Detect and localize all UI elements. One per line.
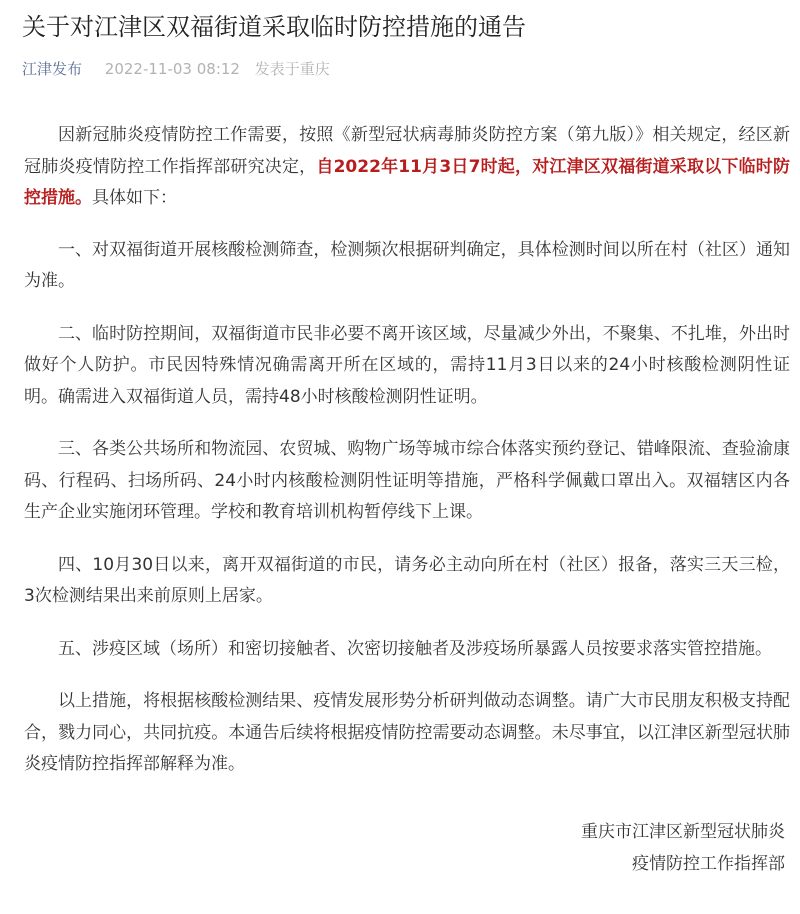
closing-paragraph: 以上措施，将根据核酸检测结果、疫情发展形势分析研判做动态调整。请广大市民朋友积极支持配合，戮力同心，共同抗疫。本通告后续将根据疫情防控需要动态调整。未尽事宜，以江津区新型冠状肺炎疫情防控指挥部解释为准。 (24, 691, 790, 774)
intro-paragraph (24, 120, 790, 215)
measure-item-5: 五、涉疫区域（场所）和密切接触者、次密切接触者及涉疫场所暴露人员按要求落实管控措施。 (58, 638, 772, 659)
publish-location: 发表于重庆 (254, 60, 330, 78)
signature-line-2: 疫情防控工作指挥部 (632, 854, 785, 874)
publish-time: 2022-11-03 08:12 (104, 60, 240, 78)
account-name-link[interactable]: 江津发布 (22, 60, 83, 78)
measure-item-2: 二、临时防控期间，双福街道市民非必要不离开该区域，尽量减少外出，不聚集、不扎堆，外出时做好个人防护。市民因特殊情况确需离开所在区域的，需持11月3日以来的24小时核酸检测阴性证明。确需进入双福街道人员，需持48小时核酸检测阴性证明。 (24, 323, 790, 407)
article-meta (22, 58, 330, 80)
intro-text-after: 具体如下： (92, 188, 177, 208)
intro-text: 因新冠肺炎疫情防控工作需要，按照《新型冠状病毒肺炎防控方案（第九版）》相关规定，经区新冠肺炎疫情防控工作指挥部研究决定， (24, 125, 790, 177)
signature-block (581, 816, 785, 880)
intro-highlight: 自2022年11月3日7时起，对江津区双福街道采取以下临时防控措施。 (24, 156, 790, 208)
measure-item-3: 三、各类公共场所和物流园、农贸城、购物广场等城市综合体落实预约登记、错峰限流、查验渝康码、行程码、扫场所码、24小时内核酸检测阴性证明等措施，严格科学佩戴口罩出入。双福辖区内各生产企业实施闭环管理。学校和教育培训机构暂停线下上课。 (24, 439, 790, 522)
article-title: 关于对江津区双福街道采取临时防控措施的通告 (22, 13, 526, 41)
measure-item-4: 四、10月30日以来，离开双福街道的市民，请务必主动向所在村（社区）报备，落实三天三检，3次检测结果出来前原则上居家。 (24, 554, 790, 606)
article-body (24, 120, 790, 802)
measure-item-1: 一、对双福街道开展核酸检测筛查，检测频次根据研判确定，具体检测时间以所在村（社区）通知为准。 (24, 239, 790, 291)
signature-line-1: 重庆市江津区新型冠状肺炎 (581, 822, 785, 842)
